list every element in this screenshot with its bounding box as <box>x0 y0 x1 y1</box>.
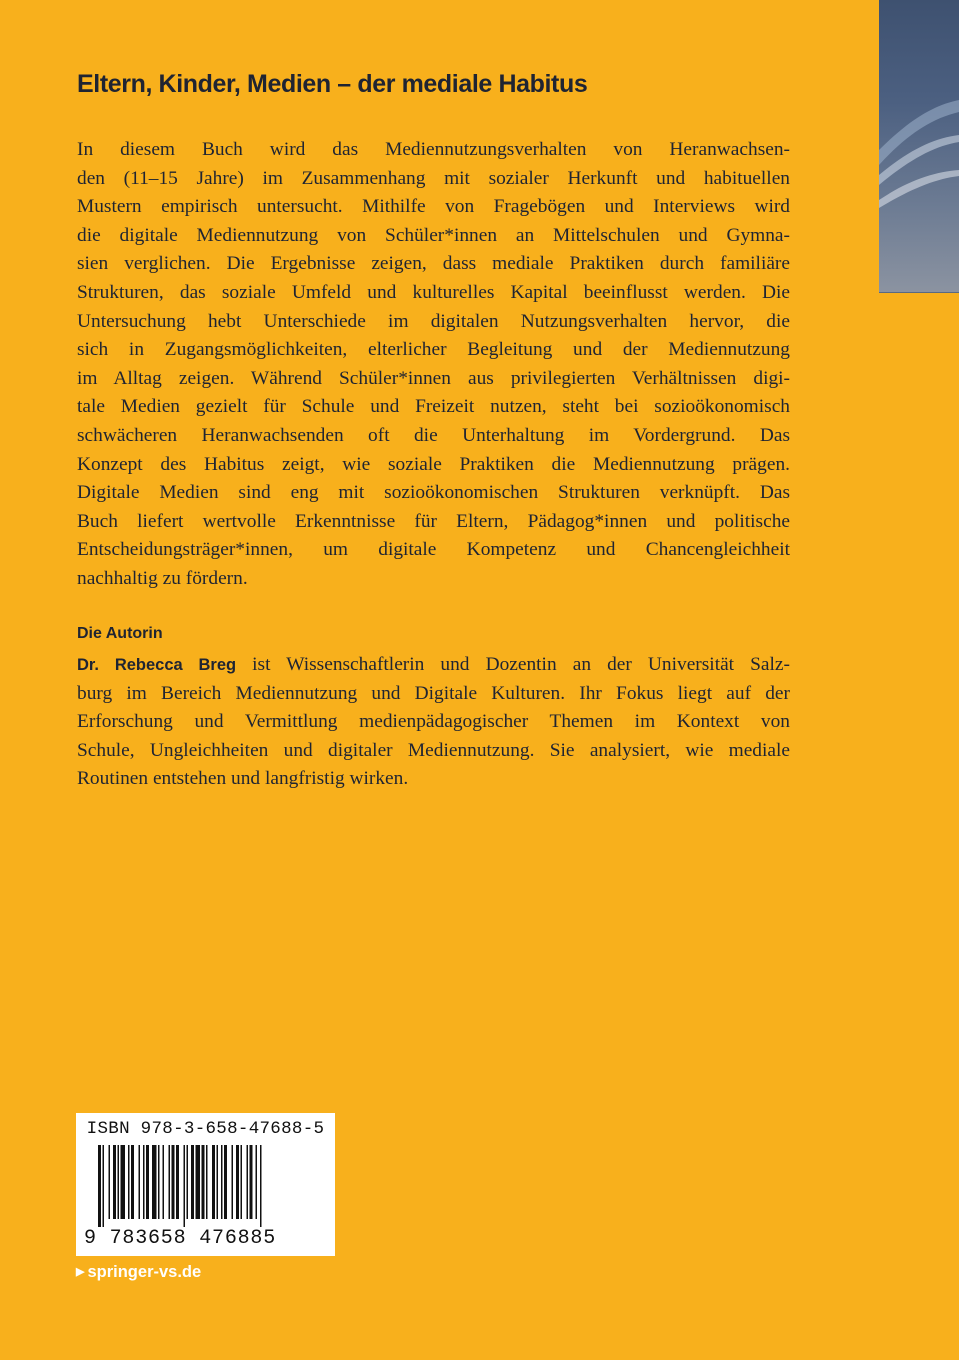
barcode-digits: 9 783658 476885 <box>84 1227 277 1250</box>
barcode-bar <box>103 1145 105 1227</box>
barcode-bar <box>236 1145 239 1219</box>
barcode-bar <box>224 1145 227 1219</box>
barcode-bar <box>109 1145 111 1219</box>
isbn-barcode <box>76 1113 335 1256</box>
description-line: Entscheidungsträger*innen, um digitale Kompetenz und Chancengleichheit <box>77 539 790 561</box>
spine-cover-edge <box>879 0 959 293</box>
publisher-website[interactable] <box>76 1263 201 1282</box>
barcode-bar <box>98 1145 101 1227</box>
spine-wave-graphic <box>879 0 959 292</box>
book-title: Eltern, Kinder, Medien – der mediale Habitus <box>77 70 588 98</box>
description-line: In diesem Buch wird das Mediennutzungsverhalten von Heranwachsen- <box>77 139 790 160</box>
barcode-bar <box>217 1145 219 1219</box>
barcode-bars-graphic <box>98 1145 318 1227</box>
author-name: Dr. Rebecca Breg <box>77 656 237 674</box>
author-heading: Die Autorin <box>77 625 163 642</box>
barcode-bar <box>163 1145 165 1219</box>
barcode-bar <box>212 1145 215 1219</box>
author-bio <box>77 651 790 794</box>
description-line: Strukturen, das soziale Umfeld und kulturelles Kapital beeinflusst werden. Die <box>77 281 790 303</box>
barcode-bar <box>128 1145 130 1219</box>
website-label: springer-vs.de <box>87 1263 202 1281</box>
barcode-bar <box>118 1145 120 1219</box>
barcode-bar <box>221 1145 223 1219</box>
description-line: sich in Zugangsmöglichkeiten, elterlicher Begleitung und der Mediennutzung <box>77 339 790 361</box>
barcode-bar <box>184 1145 186 1227</box>
description-line: im Alltag zeigen. Während Schüler*innen aus privilegierten Verhältnissen digi- <box>77 367 790 389</box>
barcode-bar <box>191 1145 194 1219</box>
description-line: Digitale Medien sind eng mit sozioökonomischen Strukturen verknüpft. Das <box>77 482 790 504</box>
barcode-bar <box>202 1145 205 1219</box>
bio-line: Schule, Ungleichheiten und digitaler Mediennutzung. Sie analysiert, wie mediale <box>77 739 790 761</box>
description-line: den (11–15 Jahre) im Zusammenhang mit sozialer Herkunft und habituellen <box>77 167 790 189</box>
barcode-bar <box>176 1145 179 1219</box>
isbn-label: ISBN 978-3-658-47688-5 <box>86 1119 325 1139</box>
description-line: schwächeren Heranwachsenden oft die Unterhaltung im Vordergrund. Das <box>77 424 790 446</box>
barcode-bar <box>131 1145 134 1219</box>
description-line: Mustern empirisch untersucht. Mithilfe von Fragebögen und Interviews wird <box>77 196 790 218</box>
description-line: Buch liefert wertvolle Erkenntnisse für Eltern, Pädagog*innen und politische <box>77 510 790 532</box>
barcode-bar <box>260 1145 262 1227</box>
barcode-bar <box>143 1145 145 1219</box>
barcode-bar <box>187 1145 189 1219</box>
description-line: sien verglichen. Die Ergebnisse zeigen, dass mediale Praktiken durch familiäre <box>77 253 790 275</box>
barcode-bar <box>232 1145 234 1219</box>
barcode-bar <box>121 1145 126 1219</box>
barcode-bar <box>152 1145 157 1219</box>
description-line: Untersuchung hebt Unterschiede im digitalen Nutzungsverhalten hervor, die <box>77 310 790 332</box>
barcode-bar <box>241 1145 243 1219</box>
bio-line: Routinen entstehen und langfristig wirken. <box>77 768 409 790</box>
barcode-bar <box>256 1145 258 1219</box>
barcode-bar <box>247 1145 249 1219</box>
description-line: tale Medien gezielt für Schule und Freizeit nutzen, steht bei sozioökonomisch <box>77 396 790 418</box>
barcode-bar <box>250 1145 253 1219</box>
barcode-bar <box>158 1145 160 1219</box>
book-description <box>77 136 790 594</box>
barcode-bar <box>172 1145 175 1219</box>
bio-line: Erforschung und Vermittlung medienpädagogischer Themen im Kontext von <box>77 711 790 733</box>
description-line: die digitale Mediennutzung von Schüler*innen an Mittelschulen und Gymna- <box>77 224 790 246</box>
description-line: nachhaltig zu fördern. <box>77 567 248 589</box>
barcode-bar <box>139 1145 141 1219</box>
triangle-right-icon: ▶ <box>76 1266 85 1278</box>
bio-line: burg im Bereich Mediennutzung und Digitale Kulturen. Ihr Fokus liegt auf der <box>77 682 790 704</box>
bio-line <box>77 651 790 680</box>
barcode-bar <box>169 1145 171 1219</box>
description-line: Konzept des Habitus zeigt, wie soziale Praktiken die Mediennutzung prägen. <box>77 453 790 475</box>
barcode-bar <box>206 1145 208 1219</box>
barcode-bar <box>113 1145 116 1219</box>
barcode-bar <box>146 1145 149 1219</box>
barcode-bar <box>196 1145 201 1219</box>
bio-line-rest: ist Wissenschaftlerin und Dozentin an der Universität Salz- <box>236 654 790 675</box>
